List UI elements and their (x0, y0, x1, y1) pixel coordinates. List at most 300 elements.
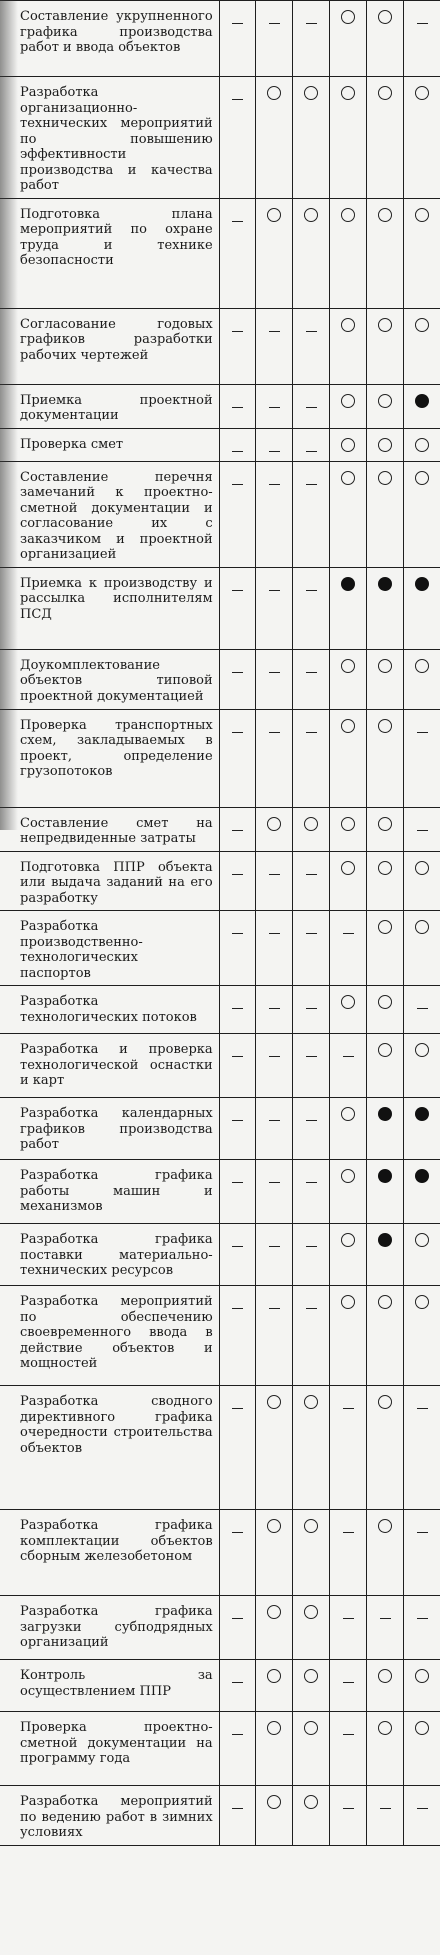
task-description: Составление смет на непредвиденные затраты (0, 807, 219, 851)
dash-mark (306, 1246, 317, 1247)
table-row (0, 428, 440, 461)
mark-cell (330, 1386, 367, 1510)
dash-mark (306, 484, 317, 485)
mark-cell (404, 1286, 440, 1386)
task-description: Приемка к производству и рассылка исполнителям ПСД (0, 567, 219, 649)
dash-mark (232, 1008, 243, 1009)
task-description: Согласование годовых графиков разработки рабочих чертежей (0, 308, 219, 384)
dash-mark (269, 672, 280, 673)
mark-cell (404, 567, 440, 649)
task-description: Разработка графика работы машин и механизмов (0, 1160, 219, 1224)
mark-cell (367, 807, 404, 851)
dash-mark (380, 1808, 391, 1809)
table-row (0, 384, 440, 428)
task-description: Разработка календарных графиков производства работ (0, 1098, 219, 1160)
mark-cell (404, 709, 440, 807)
mark-cell (404, 1596, 440, 1660)
open-circle-icon (378, 719, 392, 733)
mark-cell (293, 77, 330, 199)
task-description: Разработка графика загрузки субподрядных организаций (0, 1596, 219, 1660)
dash-mark (269, 331, 280, 332)
open-circle-icon (341, 1107, 355, 1121)
mark-cell (367, 77, 404, 199)
dash-mark (380, 1618, 391, 1619)
task-description: Подготовка плана мероприятий по охране труда и технике безопасности (0, 198, 219, 308)
open-circle-icon (378, 995, 392, 1009)
open-circle-icon (341, 471, 355, 485)
open-circle-icon (304, 1605, 318, 1619)
mark-cell (256, 1712, 293, 1786)
task-description: Разработка графика поставки материально-технических ресурсов (0, 1224, 219, 1286)
mark-cell (256, 461, 293, 567)
dash-mark (232, 1618, 243, 1619)
open-circle-icon (267, 86, 281, 100)
dash-mark (269, 590, 280, 591)
mark-cell (293, 428, 330, 461)
mark-cell (330, 1098, 367, 1160)
task-description: Проверка проектно-сметной документации на программу года (0, 1712, 219, 1786)
dash-mark (343, 1682, 354, 1683)
table-row (0, 1510, 440, 1596)
dash-mark (232, 407, 243, 408)
dash-mark (232, 1408, 243, 1409)
mark-cell (367, 1510, 404, 1596)
dash-mark (417, 1618, 428, 1619)
mark-cell (404, 1786, 440, 1846)
table-row (0, 461, 440, 567)
table-row (0, 986, 440, 1034)
mark-cell (367, 308, 404, 384)
dash-mark (343, 1408, 354, 1409)
mark-cell (367, 986, 404, 1034)
dash-mark (232, 484, 243, 485)
mark-cell (404, 461, 440, 567)
mark-cell (256, 1160, 293, 1224)
dash-mark (306, 407, 317, 408)
task-description: Приемка проектной документации (0, 384, 219, 428)
mark-cell (293, 461, 330, 567)
dash-mark (269, 1308, 280, 1309)
dash-mark (417, 732, 428, 733)
dash-mark (232, 672, 243, 673)
mark-cell (219, 911, 256, 986)
open-circle-icon (267, 208, 281, 222)
filled-circle-icon (415, 394, 429, 408)
dash-mark (306, 331, 317, 332)
mark-cell (219, 649, 256, 709)
mark-cell (219, 77, 256, 199)
open-circle-icon (304, 1395, 318, 1409)
task-description: Доукомплектование объектов типовой проектной документацией (0, 649, 219, 709)
mark-cell (404, 1098, 440, 1160)
mark-cell (219, 807, 256, 851)
mark-cell (256, 1386, 293, 1510)
mark-cell (367, 709, 404, 807)
mark-cell (293, 384, 330, 428)
mark-cell (293, 1386, 330, 1510)
mark-cell (256, 198, 293, 308)
dash-mark (269, 1120, 280, 1121)
mark-cell (330, 461, 367, 567)
mark-cell (219, 851, 256, 911)
open-circle-icon (267, 1669, 281, 1683)
filled-circle-icon (378, 1107, 392, 1121)
mark-cell (256, 1596, 293, 1660)
dash-mark (232, 1308, 243, 1309)
mark-cell (330, 649, 367, 709)
mark-cell (367, 1712, 404, 1786)
mark-cell (256, 986, 293, 1034)
dash-mark (269, 933, 280, 934)
open-circle-icon (378, 817, 392, 831)
mark-cell (367, 1386, 404, 1510)
open-circle-icon (415, 920, 429, 934)
dash-mark (306, 933, 317, 934)
dash-mark (343, 1808, 354, 1809)
table-row (0, 649, 440, 709)
mark-cell (293, 851, 330, 911)
mark-cell (219, 986, 256, 1034)
dash-mark (232, 732, 243, 733)
dash-mark (417, 23, 428, 24)
mark-cell (219, 461, 256, 567)
mark-cell (404, 911, 440, 986)
dash-mark (232, 590, 243, 591)
open-circle-icon (304, 208, 318, 222)
dash-mark (269, 732, 280, 733)
dash-mark (232, 99, 243, 100)
mark-cell (256, 1034, 293, 1098)
filled-circle-icon (341, 577, 355, 591)
mark-cell (219, 567, 256, 649)
mark-cell (330, 807, 367, 851)
open-circle-icon (341, 861, 355, 875)
open-circle-icon (415, 1043, 429, 1057)
mark-cell (293, 1660, 330, 1712)
mark-cell (293, 807, 330, 851)
mark-cell (404, 1160, 440, 1224)
filled-circle-icon (378, 1169, 392, 1183)
open-circle-icon (267, 1519, 281, 1533)
table-row (0, 1660, 440, 1712)
dash-mark (417, 1008, 428, 1009)
table-row (0, 1596, 440, 1660)
mark-cell (219, 1160, 256, 1224)
mark-cell (404, 77, 440, 199)
dash-mark (343, 1618, 354, 1619)
open-circle-icon (378, 1519, 392, 1533)
table-row (0, 807, 440, 851)
mark-cell (367, 1286, 404, 1386)
open-circle-icon (341, 817, 355, 831)
dash-mark (343, 933, 354, 934)
dash-mark (232, 331, 243, 332)
mark-cell (404, 1, 440, 77)
table-row (0, 308, 440, 384)
mark-cell (256, 428, 293, 461)
mark-cell (293, 1098, 330, 1160)
task-description: Составление перечня замечаний к проектно-сметной документации и согласование их с заказчиком и проектной организацией (0, 461, 219, 567)
table-row (0, 1098, 440, 1160)
filled-circle-icon (415, 1169, 429, 1183)
mark-cell (256, 1, 293, 77)
dash-mark (232, 830, 243, 831)
task-description: Разработка и проверка технологической оснастки и карт (0, 1034, 219, 1098)
mark-cell (367, 911, 404, 986)
mark-cell (367, 1, 404, 77)
mark-cell (219, 1, 256, 77)
dash-mark (232, 221, 243, 222)
open-circle-icon (415, 1295, 429, 1309)
dash-mark (306, 1056, 317, 1057)
mark-cell (256, 1286, 293, 1386)
table-row (0, 1286, 440, 1386)
task-description: Разработка мероприятий по обеспечению своевременного ввода в действие объектов и мощностей (0, 1286, 219, 1386)
mark-cell (219, 1786, 256, 1846)
filled-circle-icon (415, 1107, 429, 1121)
open-circle-icon (341, 719, 355, 733)
mark-cell (219, 428, 256, 461)
mark-cell (256, 308, 293, 384)
dash-mark (232, 1246, 243, 1247)
open-circle-icon (415, 1721, 429, 1735)
dash-mark (306, 1008, 317, 1009)
open-circle-icon (378, 318, 392, 332)
mark-cell (367, 428, 404, 461)
mark-cell (256, 384, 293, 428)
mark-cell (330, 1712, 367, 1786)
dash-mark (343, 1734, 354, 1735)
task-description: Составление укрупненного графика производства работ и ввода объектов (0, 1, 219, 77)
table-row (0, 1160, 440, 1224)
dash-mark (269, 874, 280, 875)
mark-cell (330, 1034, 367, 1098)
open-circle-icon (378, 86, 392, 100)
table-row (0, 911, 440, 986)
mark-cell (367, 649, 404, 709)
mark-cell (219, 198, 256, 308)
dash-mark (306, 732, 317, 733)
mark-cell (330, 384, 367, 428)
mark-cell (367, 198, 404, 308)
open-circle-icon (415, 861, 429, 875)
mark-cell (256, 1510, 293, 1596)
mark-cell (404, 1386, 440, 1510)
open-circle-icon (267, 1605, 281, 1619)
mark-cell (330, 1, 367, 77)
open-circle-icon (378, 1721, 392, 1735)
dash-mark (232, 1532, 243, 1533)
task-description: Разработка сводного директивного графика очередности строительства объектов (0, 1386, 219, 1510)
mark-cell (293, 986, 330, 1034)
dash-mark (306, 1182, 317, 1183)
open-circle-icon (378, 1043, 392, 1057)
mark-cell (293, 567, 330, 649)
mark-cell (404, 986, 440, 1034)
mark-cell (330, 1596, 367, 1660)
open-circle-icon (341, 1233, 355, 1247)
mark-cell (256, 851, 293, 911)
filled-circle-icon (415, 577, 429, 591)
mark-cell (256, 911, 293, 986)
open-circle-icon (415, 1669, 429, 1683)
mark-cell (219, 308, 256, 384)
open-circle-icon (415, 1233, 429, 1247)
mark-cell (219, 1660, 256, 1712)
dash-mark (269, 484, 280, 485)
open-circle-icon (415, 659, 429, 673)
mark-cell (404, 851, 440, 911)
mark-cell (293, 1224, 330, 1286)
open-circle-icon (341, 318, 355, 332)
open-circle-icon (341, 1295, 355, 1309)
open-circle-icon (378, 1395, 392, 1409)
mark-cell (293, 1510, 330, 1596)
task-description: Разработка мероприятий по ведению работ в зимних условиях (0, 1786, 219, 1846)
dash-mark (269, 1056, 280, 1057)
open-circle-icon (378, 438, 392, 452)
dash-mark (269, 451, 280, 452)
dash-mark (306, 590, 317, 591)
mark-cell (256, 567, 293, 649)
open-circle-icon (378, 208, 392, 222)
mark-cell (367, 851, 404, 911)
mark-cell (293, 1286, 330, 1386)
dash-mark (232, 1682, 243, 1683)
mark-cell (330, 1660, 367, 1712)
dash-mark (343, 1532, 354, 1533)
mark-cell (404, 1660, 440, 1712)
open-circle-icon (378, 659, 392, 673)
dash-mark (417, 830, 428, 831)
mark-cell (367, 1160, 404, 1224)
mark-cell (404, 1510, 440, 1596)
mark-cell (293, 1786, 330, 1846)
table-row (0, 1, 440, 77)
dash-mark (306, 1120, 317, 1121)
mark-cell (293, 1, 330, 77)
table-row (0, 1034, 440, 1098)
mark-cell (293, 1034, 330, 1098)
open-circle-icon (341, 659, 355, 673)
dash-mark (306, 874, 317, 875)
open-circle-icon (415, 208, 429, 222)
mark-cell (404, 1034, 440, 1098)
mark-cell (219, 1510, 256, 1596)
mark-cell (404, 198, 440, 308)
mark-cell (367, 567, 404, 649)
mark-cell (330, 198, 367, 308)
mark-cell (219, 384, 256, 428)
mark-cell (330, 567, 367, 649)
mark-cell (404, 308, 440, 384)
mark-cell (330, 986, 367, 1034)
mark-cell (293, 1712, 330, 1786)
dash-mark (306, 672, 317, 673)
dash-mark (232, 1808, 243, 1809)
table-body (0, 1, 440, 1846)
mark-cell (293, 1160, 330, 1224)
filled-circle-icon (378, 1233, 392, 1247)
open-circle-icon (378, 861, 392, 875)
mark-cell (367, 1098, 404, 1160)
mark-cell (367, 1596, 404, 1660)
mark-cell (219, 1712, 256, 1786)
open-circle-icon (378, 394, 392, 408)
filled-circle-icon (378, 577, 392, 591)
dash-mark (232, 1120, 243, 1121)
mark-cell (219, 1224, 256, 1286)
open-circle-icon (378, 1669, 392, 1683)
open-circle-icon (378, 471, 392, 485)
open-circle-icon (267, 1795, 281, 1809)
open-circle-icon (267, 1721, 281, 1735)
dash-mark (269, 1246, 280, 1247)
mark-cell (256, 1660, 293, 1712)
mark-cell (330, 911, 367, 986)
open-circle-icon (378, 920, 392, 934)
table-row (0, 1386, 440, 1510)
dash-mark (269, 1182, 280, 1183)
dash-mark (306, 451, 317, 452)
dash-mark (269, 1008, 280, 1009)
dash-mark (417, 1532, 428, 1533)
dash-mark (417, 1408, 428, 1409)
mark-cell (404, 649, 440, 709)
dash-mark (232, 1182, 243, 1183)
mark-cell (219, 1386, 256, 1510)
mark-cell (404, 807, 440, 851)
open-circle-icon (341, 208, 355, 222)
open-circle-icon (267, 817, 281, 831)
open-circle-icon (378, 10, 392, 24)
open-circle-icon (341, 86, 355, 100)
mark-cell (330, 77, 367, 199)
open-circle-icon (341, 1169, 355, 1183)
open-circle-icon (304, 1669, 318, 1683)
mark-cell (293, 308, 330, 384)
dash-mark (232, 451, 243, 452)
task-description: Проверка транспортных схем, закладываемых в проект, определение грузопотоков (0, 709, 219, 807)
mark-cell (367, 461, 404, 567)
dash-mark (232, 933, 243, 934)
table-row (0, 709, 440, 807)
dash-mark (232, 1056, 243, 1057)
dash-mark (232, 874, 243, 875)
table-row (0, 77, 440, 199)
mark-cell (330, 709, 367, 807)
mark-cell (256, 77, 293, 199)
open-circle-icon (378, 1295, 392, 1309)
open-circle-icon (415, 86, 429, 100)
mark-cell (219, 1098, 256, 1160)
mark-cell (256, 1786, 293, 1846)
mark-cell (330, 428, 367, 461)
open-circle-icon (415, 471, 429, 485)
mark-cell (404, 1712, 440, 1786)
task-description: Подготовка ППР объекта или выдача заданий на его разработку (0, 851, 219, 911)
mark-cell (404, 1224, 440, 1286)
mark-cell (256, 649, 293, 709)
task-description: Разработка графика комплектации объектов сборным железобетоном (0, 1510, 219, 1596)
mark-cell (330, 851, 367, 911)
dash-mark (343, 1056, 354, 1057)
task-description: Разработка технологических потоков (0, 986, 219, 1034)
mark-cell (256, 709, 293, 807)
dash-mark (306, 23, 317, 24)
dash-mark (306, 1308, 317, 1309)
table-row (0, 198, 440, 308)
